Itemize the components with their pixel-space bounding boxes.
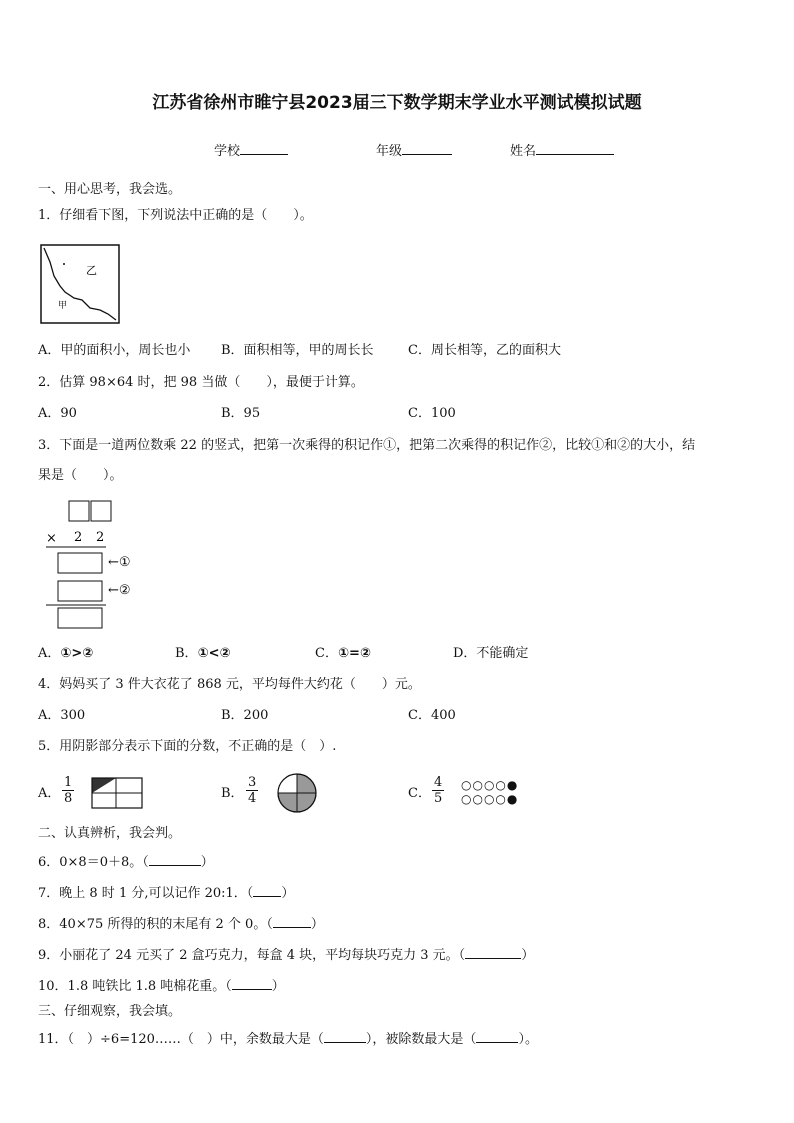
grade-label: 年级 — [376, 144, 403, 159]
option-prefix: A． — [38, 646, 61, 661]
school-field — [214, 140, 288, 159]
option-prefix: B． — [175, 646, 198, 661]
question-4-option-b[interactable]: B．200 — [221, 708, 269, 723]
name-blank[interactable] — [536, 142, 614, 155]
digit-box — [91, 501, 111, 521]
multiplier-digit: 2 — [74, 530, 83, 545]
question-3-option-a[interactable] — [38, 646, 93, 662]
question-3-line-1: 3．下面是一道两位数乘 22 的竖式，把第一次乘得的积记作①，把第二次乘得的积记作②，比较①和②的大小，结 — [38, 438, 696, 453]
question-1: 1．仔细看下图，下列说法中正确的是（ ）。 — [38, 208, 313, 223]
question-1-figure — [38, 242, 122, 326]
question-2-option-a[interactable]: A．90 — [38, 406, 77, 421]
question-1-option-b[interactable]: B．面积相等，甲的周长长 — [221, 343, 374, 358]
times-sign: × — [46, 531, 57, 546]
name-field — [510, 140, 614, 159]
question-5-figure-a — [90, 776, 144, 810]
question-6 — [38, 853, 214, 871]
option-text: ①>② — [60, 646, 94, 661]
arrow-label-1: ←① — [108, 555, 131, 570]
digit-box — [69, 501, 89, 521]
option-text: ①<② — [197, 646, 231, 661]
question-8-text: 8．40×75 所得的积的末尾有 2 个 0。（ — [38, 917, 273, 932]
question-4: 4．妈妈买了 3 件大衣花了 868 元，平均每件大约花（ ）元。 — [38, 677, 421, 692]
question-5: 5．用阴影部分表示下面的分数，不正确的是（ ）. — [38, 739, 337, 754]
question-4-option-a[interactable]: A．300 — [38, 708, 86, 723]
answer-blank[interactable] — [253, 884, 281, 897]
multiplier-digit: 2 — [96, 530, 105, 545]
close-paren: ） — [281, 886, 295, 901]
question-2: 2．估算 98×64 时，把 98 当做（ ），最便于计算。 — [38, 375, 364, 390]
question-1-option-a[interactable]: A．甲的面积小，周长也小 — [38, 343, 191, 358]
answer-blank[interactable] — [476, 1030, 518, 1043]
question-3-option-d[interactable]: D．不能确定 — [453, 646, 529, 661]
product-box-2 — [58, 581, 102, 601]
question-3-line-2: 果是（ ）。 — [38, 468, 123, 483]
grade-field — [376, 140, 452, 159]
section-3-heading: 三、仔细观察，我会填。 — [38, 1004, 182, 1019]
close-paren: ） — [271, 979, 285, 994]
figure-dot — [63, 263, 65, 265]
shaded-triangle — [92, 778, 116, 793]
question-5-option-b-label[interactable]: B． — [221, 786, 244, 801]
question-9 — [38, 946, 534, 964]
option-prefix: C． — [315, 646, 338, 661]
result-box — [58, 608, 102, 628]
answer-blank[interactable] — [149, 853, 201, 866]
close-paren: ） — [310, 917, 324, 932]
fraction-b-numerator: 3 — [248, 775, 257, 790]
fraction-a-numerator: 1 — [64, 775, 73, 790]
fraction-b — [246, 775, 258, 806]
answer-blank[interactable] — [232, 977, 272, 990]
dot-row: ○○○○● — [461, 792, 519, 806]
school-blank[interactable] — [240, 142, 288, 155]
question-2-option-b[interactable]: B．95 — [221, 406, 261, 421]
school-label: 学校 — [214, 144, 241, 159]
section-2-heading: 二、认真辨析，我会判。 — [38, 826, 182, 841]
question-2-option-c[interactable]: C．100 — [408, 406, 456, 421]
question-11-part-3: ）。 — [518, 1032, 538, 1047]
figure-square — [41, 245, 119, 323]
question-5-option-a-label[interactable]: A． — [38, 786, 61, 801]
question-11 — [38, 1030, 538, 1048]
question-5-option-c-label[interactable]: C． — [408, 786, 431, 801]
question-3-figure — [38, 497, 158, 637]
fraction-b-denominator: 4 — [248, 791, 257, 806]
question-8 — [38, 915, 324, 933]
fraction-c — [432, 775, 444, 806]
question-5-figure-b — [274, 773, 324, 813]
question-7 — [38, 884, 294, 902]
dot-row: ○○○○● — [461, 778, 519, 792]
figure-curve — [44, 248, 116, 320]
question-3-option-c[interactable] — [315, 646, 371, 662]
question-4-option-c[interactable]: C．400 — [408, 708, 456, 723]
figure-label-jia: 甲 — [58, 301, 68, 311]
fraction-c-denominator: 5 — [434, 791, 443, 806]
arrow-label-2: ←② — [108, 583, 131, 598]
answer-blank[interactable] — [465, 946, 521, 959]
fraction-a — [62, 775, 74, 806]
question-11-part-2: ），被除数最大是（ — [365, 1032, 477, 1047]
question-6-text: 6．0×8＝0＋8。（ — [38, 855, 149, 870]
close-paren: ） — [200, 855, 214, 870]
question-10 — [38, 977, 285, 995]
page-title: 江苏省徐州市睢宁县2023届三下数学期末学业水平测试模拟试题 — [152, 93, 642, 113]
section-1-heading: 一、用心思考，我会选。 — [38, 182, 182, 197]
question-9-text: 9．小丽花了 24 元买了 2 盒巧克力，每盒 4 块，平均每块巧克力 3 元。（ — [38, 948, 466, 963]
question-5-figure-c — [461, 778, 518, 806]
answer-blank[interactable] — [324, 1030, 366, 1043]
question-11-part-1: 11．（ ）÷6=120……（ ）中，余数最大是（ — [38, 1032, 324, 1047]
grade-blank[interactable] — [402, 142, 452, 155]
close-paren: ） — [521, 948, 535, 963]
question-3-option-b[interactable] — [175, 646, 230, 662]
fraction-a-denominator: 8 — [64, 791, 73, 806]
name-label: 姓名 — [510, 144, 537, 159]
answer-blank[interactable] — [273, 915, 311, 928]
question-7-text: 7．晚上 8 时 1 分,可以记作 20:1．（ — [38, 886, 254, 901]
product-box-1 — [58, 553, 102, 573]
question-10-text: 10．1.8 吨铁比 1.8 吨棉花重。（ — [38, 979, 232, 994]
fraction-c-numerator: 4 — [434, 775, 443, 790]
figure-label-yi: 乙 — [86, 264, 97, 277]
question-1-option-c[interactable]: C．周长相等，乙的面积大 — [408, 343, 561, 358]
option-text: ①=② — [337, 646, 371, 661]
